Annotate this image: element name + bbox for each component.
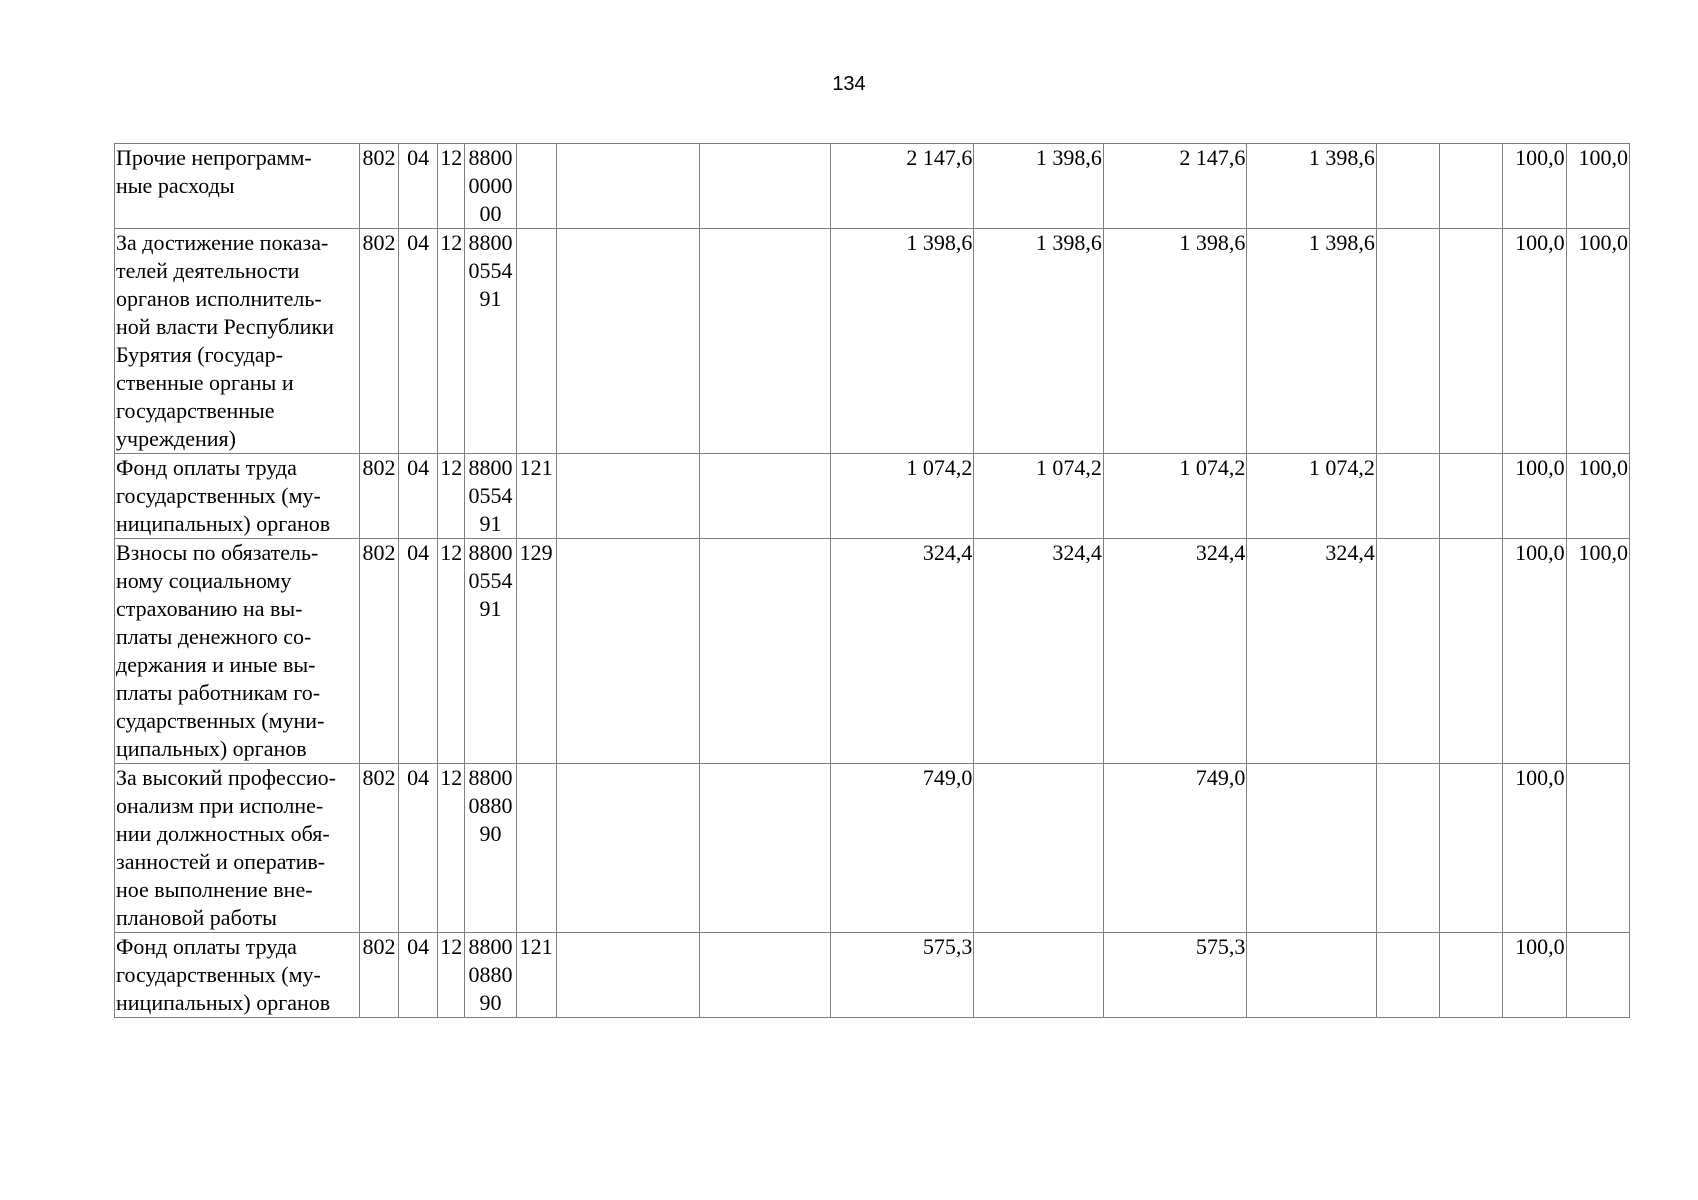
- percent-cell: 100,0: [1503, 144, 1566, 229]
- amount-cell: 1 398,6: [1103, 229, 1247, 454]
- percent-cell: 100,0: [1566, 539, 1629, 764]
- blank-cell: [1376, 229, 1439, 454]
- blank-cell: [700, 454, 831, 539]
- expense-name-cell: Прочие непрограмм- ные расходы: [115, 144, 360, 229]
- section-code-cell: 04: [399, 229, 438, 454]
- section-code-cell: 04: [399, 933, 438, 1018]
- expense-type-cell: [516, 229, 556, 454]
- blank-cell: [1376, 933, 1439, 1018]
- subsection-code-cell: 12: [438, 229, 465, 454]
- target-article-cell: 8800 0554 91: [465, 229, 516, 454]
- table-row: [115, 933, 1630, 1018]
- table-row: [115, 229, 1630, 454]
- percent-cell: 100,0: [1503, 539, 1566, 764]
- expense-name-cell: Взносы по обязатель- ному социальному страхованию на вы- платы денежного со- держания и иные вы- платы работникам го- сударственных (муни- ципальных) органов: [115, 539, 360, 764]
- amount-cell: 575,3: [830, 933, 974, 1018]
- amount-cell: 1 074,2: [1247, 454, 1377, 539]
- blank-cell: [1440, 764, 1503, 933]
- blank-cell: [700, 144, 831, 229]
- percent-cell: 100,0: [1503, 229, 1566, 454]
- expense-type-cell: [516, 144, 556, 229]
- table-row: [115, 144, 1630, 229]
- amount-cell: 324,4: [1247, 539, 1377, 764]
- blank-cell: [700, 229, 831, 454]
- percent-cell: 100,0: [1566, 144, 1629, 229]
- percent-cell: 100,0: [1503, 933, 1566, 1018]
- blank-cell: [556, 454, 700, 539]
- blank-cell: [1440, 229, 1503, 454]
- expense-type-cell: 129: [516, 539, 556, 764]
- blank-cell: [1440, 539, 1503, 764]
- section-code-cell: 04: [399, 454, 438, 539]
- blank-cell: [1376, 764, 1439, 933]
- table-body: [115, 144, 1630, 1018]
- subsection-code-cell: 12: [438, 933, 465, 1018]
- blank-cell: [1440, 144, 1503, 229]
- amount-cell: 1 398,6: [974, 229, 1104, 454]
- table-row: [115, 539, 1630, 764]
- percent-cell: [1566, 764, 1629, 933]
- amount-cell: 324,4: [1103, 539, 1247, 764]
- amount-cell: [1247, 933, 1377, 1018]
- amount-cell: [1247, 764, 1377, 933]
- expense-type-cell: [516, 764, 556, 933]
- section-code-cell: 04: [399, 144, 438, 229]
- blank-cell: [1376, 144, 1439, 229]
- amount-cell: [974, 764, 1104, 933]
- amount-cell: 1 398,6: [1247, 144, 1377, 229]
- target-article-cell: 8800 0880 90: [465, 933, 516, 1018]
- amount-cell: 1 398,6: [830, 229, 974, 454]
- target-article-cell: 8800 0880 90: [465, 764, 516, 933]
- subsection-code-cell: 12: [438, 539, 465, 764]
- expense-name-cell: За высокий профессио- онализм при исполне- нии должностных обя- занностей и оператив- ное выполнение вне- плановой работы: [115, 764, 360, 933]
- blank-cell: [1376, 454, 1439, 539]
- amount-cell: 2 147,6: [830, 144, 974, 229]
- expense-name-cell: За достижение показа- телей деятельности органов исполнитель- ной власти Республики Бурятия (государ- ственные органы и государственные учреждения): [115, 229, 360, 454]
- subsection-code-cell: 12: [438, 454, 465, 539]
- expense-type-cell: 121: [516, 933, 556, 1018]
- section-code-cell: 04: [399, 764, 438, 933]
- blank-cell: [1440, 933, 1503, 1018]
- blank-cell: [1376, 539, 1439, 764]
- amount-cell: 575,3: [1103, 933, 1247, 1018]
- amount-cell: [974, 933, 1104, 1018]
- amount-cell: 749,0: [1103, 764, 1247, 933]
- blank-cell: [556, 229, 700, 454]
- expense-name-cell: Фонд оплаты труда государственных (му- ниципальных) органов: [115, 933, 360, 1018]
- subsection-code-cell: 12: [438, 144, 465, 229]
- blank-cell: [556, 764, 700, 933]
- section-code-cell: 04: [399, 539, 438, 764]
- ved-code-cell: 802: [359, 144, 398, 229]
- percent-cell: 100,0: [1566, 454, 1629, 539]
- amount-cell: 1 074,2: [974, 454, 1104, 539]
- amount-cell: 749,0: [830, 764, 974, 933]
- blank-cell: [700, 539, 831, 764]
- ved-code-cell: 802: [359, 764, 398, 933]
- blank-cell: [556, 933, 700, 1018]
- amount-cell: 1 074,2: [1103, 454, 1247, 539]
- blank-cell: [556, 539, 700, 764]
- amount-cell: 1 398,6: [974, 144, 1104, 229]
- percent-cell: 100,0: [1566, 229, 1629, 454]
- percent-cell: 100,0: [1503, 454, 1566, 539]
- table-row: [115, 454, 1630, 539]
- page-number: 134: [832, 73, 866, 95]
- expense-name-cell: Фонд оплаты труда государственных (му- ниципальных) органов: [115, 454, 360, 539]
- expense-type-cell: 121: [516, 454, 556, 539]
- ved-code-cell: 802: [359, 933, 398, 1018]
- amount-cell: 2 147,6: [1103, 144, 1247, 229]
- amount-cell: 1 074,2: [830, 454, 974, 539]
- blank-cell: [556, 144, 700, 229]
- target-article-cell: 8800 0000 00: [465, 144, 516, 229]
- percent-cell: 100,0: [1503, 764, 1566, 933]
- amount-cell: 324,4: [830, 539, 974, 764]
- ved-code-cell: 802: [359, 229, 398, 454]
- amount-cell: 1 398,6: [1247, 229, 1377, 454]
- blank-cell: [1440, 454, 1503, 539]
- budget-table: [114, 143, 1630, 1018]
- subsection-code-cell: 12: [438, 764, 465, 933]
- blank-cell: [700, 933, 831, 1018]
- percent-cell: [1566, 933, 1629, 1018]
- ved-code-cell: 802: [359, 539, 398, 764]
- target-article-cell: 8800 0554 91: [465, 454, 516, 539]
- table-row: [115, 764, 1630, 933]
- amount-cell: 324,4: [974, 539, 1104, 764]
- ved-code-cell: 802: [359, 454, 398, 539]
- blank-cell: [700, 764, 831, 933]
- target-article-cell: 8800 0554 91: [465, 539, 516, 764]
